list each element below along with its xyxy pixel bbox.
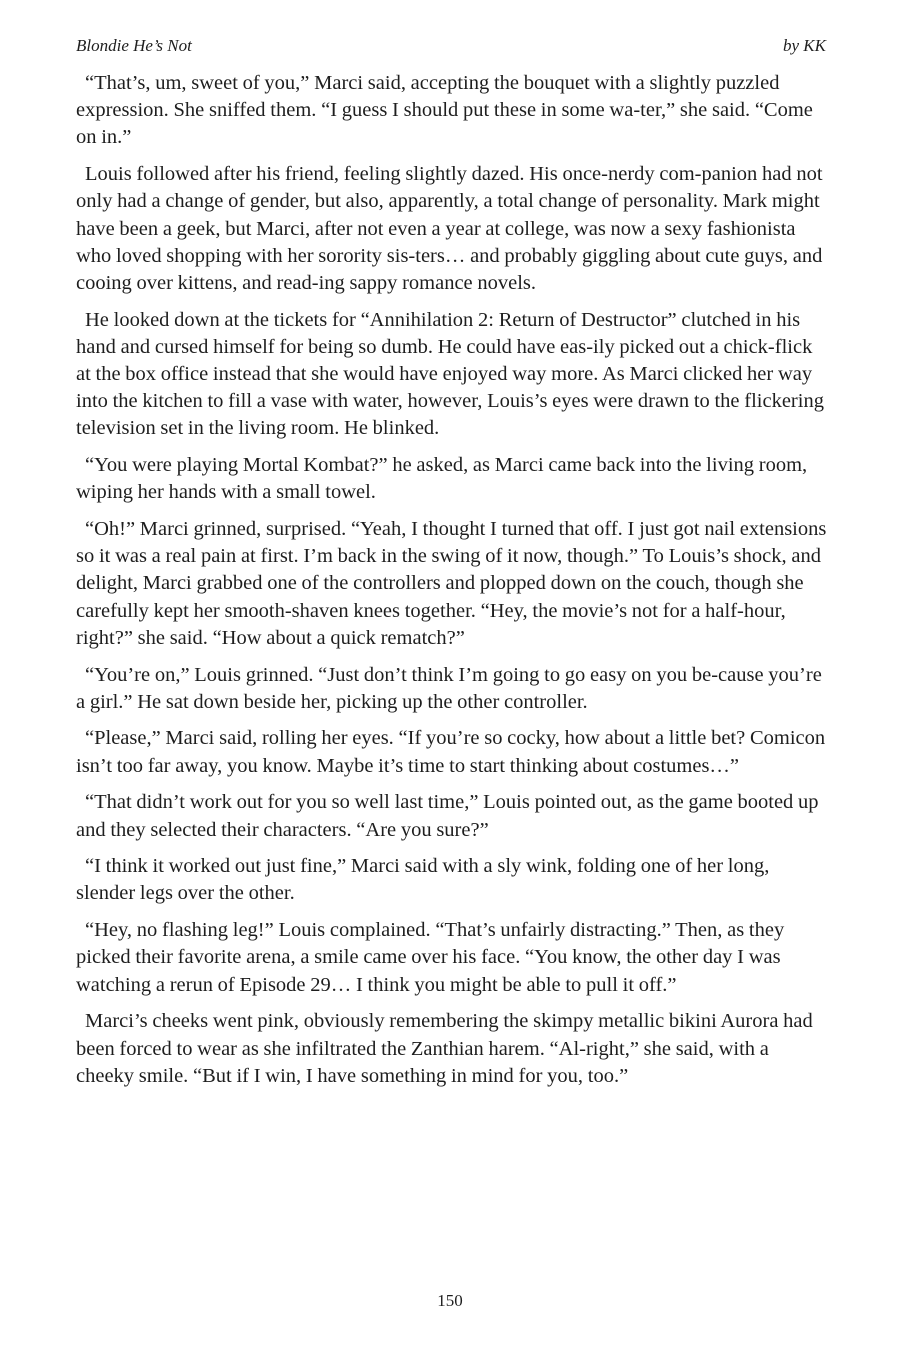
paragraph: “That didn’t work out for you so well last time,” Louis pointed out, as the game booted up and they selected their characters. “Are you sure?”	[76, 791, 819, 841]
paragraph: “Please,” Marci said, rolling her eyes. “If you’re so cocky, how about a little bet? Comicon isn’t too far away, you know. Maybe it’s time to start thinking about costumes…”	[76, 727, 826, 777]
paragraph: “I think it worked out just fine,” Marci said with a sly wink, folding one of her long, slender legs over the other.	[76, 855, 770, 905]
paragraph: “You’re on,” Louis grinned. “Just don’t think I’m going to go easy on you be-cause you’re a girl.” He sat down beside her, picking up the other controller.	[76, 663, 822, 713]
paragraph: Marci’s cheeks went pink, obviously remembering the skimpy metallic bikini Aurora had been forced to wear as she infiltrated the Zanthian harem. “Al-right,” she said, with a cheeky smile. “But if I win, I have something in mind for you, too.”	[76, 1010, 813, 1087]
body-text	[76, 70, 828, 1099]
page-number: 150	[437, 1291, 463, 1310]
book-title: Blondie He’s Not	[76, 36, 192, 55]
paragraph: “You were playing Mortal Kombat?” he asked, as Marci came back into the living room, wiping her hands with a small towel.	[76, 454, 808, 504]
paragraph: “Oh!” Marci grinned, surprised. “Yeah, I thought I turned that off. I just got nail extensions so it was a real pain at first. I’m back in the swing of it now, though.” To Louis’s shock, and delight, Marci grabbed one of the controllers and plopped down on the couch, though she carefully kept her smooth-shaven knees together. “Hey, the movie’s not for a half-hour, right?” she said. “How about a quick rematch?”	[76, 518, 827, 649]
paragraph: “Hey, no flashing leg!” Louis complained. “That’s unfairly distracting.” Then, as they picked their favorite arena, a smile came over his face. “You know, the other day I was watching a rerun of Episode 29… I think you might be able to pull it off.”	[76, 919, 785, 996]
author-credit: by KK	[783, 36, 826, 55]
running-header	[76, 35, 826, 57]
paragraph: He looked down at the tickets for “Annihilation 2: Return of Destructor” clutched in his hand and cursed himself for being so dumb. He could have eas-ily picked out a chick-flick at the box office instead that she would have enjoyed way more. As Marci clicked her way into the kitchen to fill a vase with water, however, Louis’s eyes were drawn to the flickering television set in the living room. He blinked.	[76, 308, 824, 440]
paragraph: Louis followed after his friend, feeling slightly dazed. His once-nerdy com-panion had not only had a change of gender, but also, apparently, a total change of personality. Mark might have been a geek, but Marci, after not even a year at college, was now a sexy fashionista who loved shopping with her sorority sis-ters… and probably giggling about cute guys, and cooing over kittens, and read-ing sappy romance novels.	[76, 163, 823, 294]
paragraph: “That’s, um, sweet of you,” Marci said, accepting the bouquet with a slightly puzzled expression. She sniffed them. “I guess I should put these in some wa-ter,” she said. “Come on in.”	[76, 72, 813, 149]
